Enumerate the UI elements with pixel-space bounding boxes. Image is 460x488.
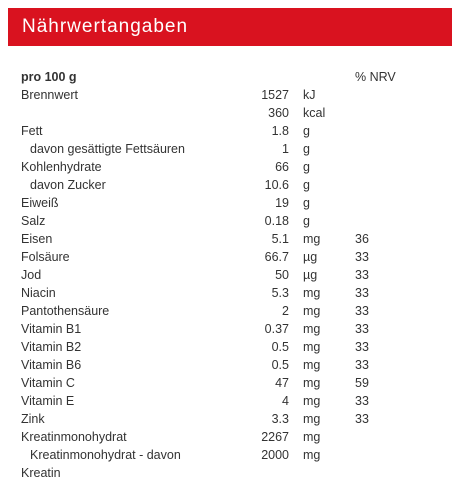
table-row — [0, 412, 460, 430]
nutrient-nrv: 33 — [355, 394, 369, 408]
nutrient-unit: g — [303, 142, 310, 156]
table-row — [0, 376, 460, 394]
nutrient-unit: mg — [303, 448, 321, 462]
nutrient-value: 3.3 — [271, 412, 289, 426]
nutrient-value: 66 — [275, 160, 289, 174]
nutrient-unit: mg — [303, 358, 321, 372]
nutrient-nrv: 59 — [355, 376, 369, 390]
nutrient-unit: mg — [303, 340, 321, 354]
nutrient-name: Folsäure — [21, 250, 70, 264]
nutrient-nrv: 33 — [355, 250, 369, 264]
nutrient-value: 5.1 — [271, 232, 289, 246]
nutrient-value: 2267 — [261, 430, 289, 444]
nutrient-name: Kreatinmonohydrat — [21, 430, 127, 444]
nutrient-value: 0.5 — [271, 358, 289, 372]
nutrient-name: Kreatinmonohydrat - davon — [30, 448, 181, 462]
table-row — [0, 448, 460, 466]
nutrient-nrv: 33 — [355, 340, 369, 354]
table-row — [0, 214, 460, 232]
nutrient-value: 1 — [282, 142, 289, 156]
table-row — [0, 322, 460, 340]
table-row — [0, 286, 460, 304]
nutrient-name: Kohlenhydrate — [21, 160, 102, 174]
nutrient-value: 19 — [275, 196, 289, 210]
table-row — [0, 304, 460, 322]
nutrient-unit: g — [303, 196, 310, 210]
nutrient-value: 50 — [275, 268, 289, 282]
nutrient-nrv: 33 — [355, 358, 369, 372]
nutrient-value: 2000 — [261, 448, 289, 462]
nutrient-nrv: 36 — [355, 232, 369, 246]
nutrient-nrv: 33 — [355, 304, 369, 318]
nutrient-unit: mg — [303, 430, 321, 444]
section-title: Nährwertangaben — [22, 16, 189, 37]
nutrient-name: Salz — [21, 214, 46, 228]
nutrient-name: davon Zucker — [30, 178, 106, 192]
table-row — [0, 250, 460, 268]
nutrient-value: 2 — [282, 304, 289, 318]
nutrient-value: 47 — [275, 376, 289, 390]
nutrient-value: 0.5 — [271, 340, 289, 354]
nutrient-nrv: 33 — [355, 322, 369, 336]
table-row — [0, 88, 460, 106]
nutrient-name: Eisen — [21, 232, 53, 246]
table-row — [0, 340, 460, 358]
nutrient-nrv: 33 — [355, 268, 369, 282]
nutrient-unit: g — [303, 178, 310, 192]
table-row — [0, 466, 460, 484]
table-row — [0, 160, 460, 178]
table-row — [0, 358, 460, 376]
nutrient-value: 10.6 — [264, 178, 289, 192]
table-row — [0, 430, 460, 448]
nutrient-unit: mg — [303, 412, 321, 426]
nutrient-unit: kJ — [303, 88, 316, 102]
nutrient-name: Vitamin B2 — [21, 340, 82, 354]
table-row — [0, 106, 460, 124]
nutrient-unit: kcal — [303, 106, 326, 120]
nutrient-name: Pantothensäure — [21, 304, 110, 318]
nutrient-name: Vitamin E — [21, 394, 75, 408]
nutrient-unit: g — [303, 160, 310, 174]
nutrient-value: 4 — [282, 394, 289, 408]
table-row — [0, 232, 460, 250]
nutrient-value: 66.7 — [264, 250, 289, 264]
table-row — [0, 124, 460, 142]
nutrient-unit: g — [303, 124, 310, 138]
nutrient-name: Eiweiß — [21, 196, 59, 210]
nutrient-nrv: 33 — [355, 286, 369, 300]
nutrient-name: Fett — [21, 124, 43, 138]
nutrient-unit: mg — [303, 394, 321, 408]
nutrient-unit: g — [303, 214, 310, 228]
nutrient-unit: mg — [303, 376, 321, 390]
nutrient-value: 360 — [268, 106, 289, 120]
per-100g-label: pro 100 g — [21, 70, 77, 84]
nutrient-name: Vitamin B1 — [21, 322, 82, 336]
nutrient-name: Jod — [21, 268, 42, 282]
table-row — [0, 178, 460, 196]
nutrient-name: davon gesättigte Fettsäuren — [30, 142, 185, 156]
table-row — [0, 196, 460, 214]
table-row — [0, 268, 460, 286]
nutrient-name: Kreatin — [21, 466, 61, 480]
nrv-column-label: % NRV — [355, 70, 396, 84]
nutrient-name: Vitamin C — [21, 376, 75, 390]
nutrient-unit: mg — [303, 322, 321, 336]
nutrient-value: 0.18 — [264, 214, 289, 228]
nutrient-nrv: 33 — [355, 412, 369, 426]
nutrient-name: Vitamin B6 — [21, 358, 82, 372]
nutrient-unit: mg — [303, 232, 321, 246]
nutrient-value: 1.8 — [271, 124, 289, 138]
table-head-row — [0, 70, 460, 88]
table-row — [0, 394, 460, 412]
section-header — [8, 8, 452, 46]
table-row — [0, 142, 460, 160]
nutrient-name: Brennwert — [21, 88, 78, 102]
nutrient-unit: µg — [303, 268, 318, 282]
nutrient-unit: µg — [303, 250, 318, 264]
nutrient-value: 0.37 — [264, 322, 289, 336]
nutrient-unit: mg — [303, 304, 321, 318]
nutrient-value: 1527 — [261, 88, 289, 102]
nutrient-name: Niacin — [21, 286, 56, 300]
nutrient-value: 5.3 — [271, 286, 289, 300]
nutrient-unit: mg — [303, 286, 321, 300]
nutrient-name: Zink — [21, 412, 45, 426]
